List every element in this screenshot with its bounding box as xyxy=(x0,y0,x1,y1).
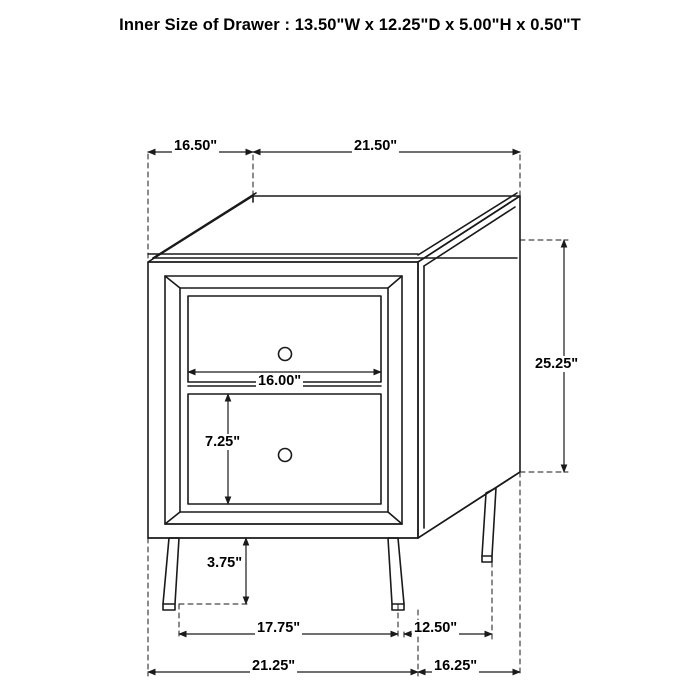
lower-drawer-knob xyxy=(279,449,292,462)
dim-label-top-left-depth: 16.50" xyxy=(174,138,218,154)
dim-label-leg-height: 3.75" xyxy=(207,555,243,571)
dim-label-bottom-side-depth: 12.50" xyxy=(414,620,458,636)
upper-drawer-front xyxy=(188,296,381,382)
frame-miter-bottom-right xyxy=(388,512,402,524)
front-frame-inner xyxy=(180,288,388,512)
page-title: Inner Size of Drawer : 13.50"W x 12.25"D x 5.00"H x 0.50"T xyxy=(119,16,581,34)
cabinet-right-side xyxy=(418,196,520,538)
dim-label-right-height: 25.25" xyxy=(535,356,579,372)
frame-miter-top-left xyxy=(165,276,180,288)
dim-label-top-front-width: 21.50" xyxy=(354,138,398,154)
top-edge-line-left xyxy=(153,193,256,258)
frame-miter-top-right xyxy=(388,276,402,288)
dim-label-overall-depth: 16.25" xyxy=(434,658,478,674)
leg-front-left-foot xyxy=(163,604,175,610)
leg-back-right-foot xyxy=(482,556,492,562)
top-edge-line-right xyxy=(418,193,517,255)
front-frame-outer xyxy=(165,276,402,524)
frame-miter-bottom-left xyxy=(165,512,180,524)
dim-label-top-drawer-width: 16.00" xyxy=(258,373,302,389)
leg-back-right xyxy=(482,488,496,556)
leg-front-left xyxy=(163,538,179,604)
cabinet-top-surface xyxy=(148,196,520,262)
leg-front-right xyxy=(388,538,404,604)
dim-label-bottom-inner-width: 17.75" xyxy=(257,620,301,636)
dim-label-bottom-drawer-height: 7.25" xyxy=(205,434,241,450)
side-panel-top-inner xyxy=(424,207,515,266)
bottom-rail-side xyxy=(418,472,520,538)
dim-label-overall-width: 21.25" xyxy=(252,658,296,674)
upper-drawer-knob xyxy=(279,348,292,361)
